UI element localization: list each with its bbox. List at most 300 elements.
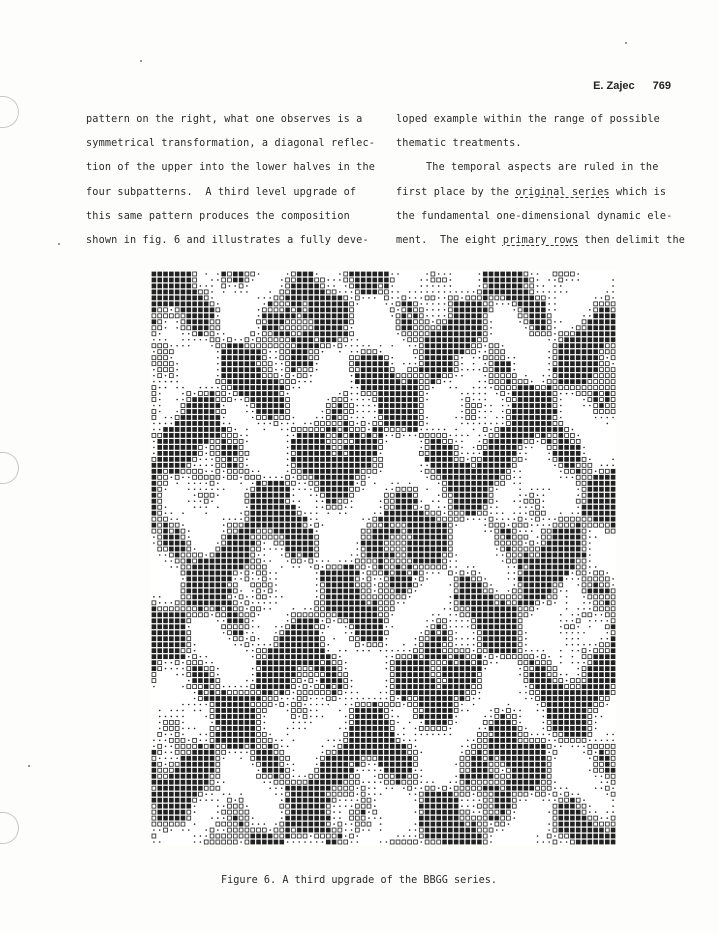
- pattern-ring: [309, 559, 313, 563]
- pattern-dot: [420, 734, 422, 736]
- pattern-ring: [419, 362, 423, 366]
- pattern-ring: [268, 738, 272, 742]
- pattern-block: [186, 439, 191, 444]
- pattern-dot: [217, 351, 219, 353]
- pattern-ring: [390, 667, 394, 671]
- pattern-block: [163, 272, 168, 277]
- pattern-ring: [408, 368, 412, 372]
- pattern-block: [245, 523, 250, 528]
- pattern-block: [500, 272, 505, 277]
- pattern-block: [500, 457, 505, 462]
- pattern-block: [245, 714, 250, 719]
- pattern-ring: [239, 607, 243, 611]
- pattern-ring: [181, 738, 185, 742]
- pattern-block: [506, 529, 511, 534]
- pattern-block: [564, 535, 569, 540]
- pattern-ring: [448, 553, 452, 557]
- pattern-block: [483, 463, 488, 468]
- pattern-ring: [478, 679, 482, 683]
- pattern-dot: [577, 506, 579, 508]
- pattern-ring: [309, 691, 313, 695]
- pattern-dot: [450, 560, 452, 562]
- pattern-block: [483, 457, 488, 462]
- pattern-block: [268, 672, 273, 677]
- pattern-block: [390, 403, 395, 408]
- pattern-ring: [373, 643, 377, 647]
- pattern-block: [460, 583, 465, 588]
- pattern-dot: [473, 387, 475, 389]
- pattern-dot: [403, 644, 405, 646]
- pattern-ring: [437, 380, 441, 384]
- pattern-block: [361, 278, 366, 283]
- pattern-ring: [222, 398, 226, 402]
- pattern-dot: [473, 698, 475, 700]
- pattern-dot: [322, 698, 324, 700]
- pattern-ring: [547, 726, 551, 730]
- pattern-ring: [222, 392, 226, 396]
- pattern-block: [163, 624, 168, 629]
- pattern-dot: [455, 429, 457, 431]
- pattern-block: [285, 541, 290, 546]
- pattern-ring: [600, 374, 604, 378]
- pattern-block: [192, 756, 197, 761]
- pattern-block: [413, 571, 418, 576]
- pattern-block: [477, 505, 482, 510]
- pattern-ring: [460, 613, 464, 617]
- pattern-ring: [297, 667, 301, 671]
- pattern-ring: [326, 565, 330, 569]
- pattern-block: [465, 511, 470, 516]
- pattern-ring: [181, 559, 185, 563]
- pattern-ring: [309, 356, 313, 360]
- pattern-block: [169, 636, 174, 641]
- pattern-block: [192, 433, 197, 438]
- pattern-block: [303, 445, 308, 450]
- pattern-block: [355, 738, 360, 743]
- text-segment: ment. The eight: [396, 234, 503, 246]
- pattern-block: [605, 672, 610, 677]
- pattern-block: [425, 642, 430, 647]
- pattern-ring: [582, 547, 586, 551]
- pattern-ring: [536, 691, 540, 695]
- pattern-block: [576, 547, 581, 552]
- pattern-block: [326, 571, 331, 576]
- pattern-block: [285, 660, 290, 665]
- pattern-ring: [483, 314, 487, 318]
- pattern-ring: [181, 607, 185, 611]
- pattern-dot: [345, 650, 347, 652]
- pattern-block: [524, 421, 529, 426]
- pattern-dot: [327, 740, 329, 742]
- pattern-ring: [297, 469, 301, 473]
- pattern-block: [576, 361, 581, 366]
- pattern-ring: [321, 595, 325, 599]
- pattern-dot: [577, 494, 579, 496]
- pattern-ring: [402, 380, 406, 384]
- pattern-dot: [612, 734, 614, 736]
- pattern-block: [355, 708, 360, 713]
- pattern-block: [297, 307, 302, 312]
- pattern-block: [332, 583, 337, 588]
- pattern-ring: [222, 284, 226, 288]
- pattern-dot: [583, 644, 585, 646]
- pattern-block: [605, 511, 610, 516]
- pattern-dot: [223, 291, 225, 293]
- pattern-block: [268, 744, 273, 749]
- pattern-ring: [210, 607, 214, 611]
- pattern-ring: [268, 703, 272, 707]
- pattern-dot: [496, 303, 498, 305]
- pattern-dot: [525, 632, 527, 634]
- pattern-block: [611, 505, 616, 510]
- pattern-block: [448, 367, 453, 372]
- pattern-ring: [588, 714, 592, 718]
- pattern-dot: [397, 698, 399, 700]
- pattern-block: [210, 409, 215, 414]
- pattern-dot: [374, 417, 376, 419]
- pattern-dot: [258, 297, 260, 299]
- pattern-block: [303, 272, 308, 277]
- pattern-block: [192, 307, 197, 312]
- pattern-ring: [443, 649, 447, 653]
- pattern-block: [186, 313, 191, 318]
- pattern-block: [297, 361, 302, 366]
- pattern-ring: [350, 720, 354, 724]
- pattern-ring: [379, 607, 383, 611]
- pattern-dot: [258, 327, 260, 329]
- pattern-block: [564, 439, 569, 444]
- pattern-ring: [251, 487, 255, 491]
- pattern-block: [309, 457, 314, 462]
- pattern-block: [436, 343, 441, 348]
- pattern-dot: [298, 566, 300, 568]
- pattern-block: [535, 319, 540, 324]
- pattern-dot: [548, 339, 550, 341]
- pattern-block: [198, 409, 203, 414]
- pattern-dot: [577, 578, 579, 580]
- pattern-block: [524, 594, 529, 599]
- pattern-dot: [217, 357, 219, 359]
- pattern-block: [204, 577, 209, 582]
- pattern-block: [524, 559, 529, 564]
- pattern-block: [431, 529, 436, 534]
- pattern-block: [518, 272, 523, 277]
- pattern-dot: [281, 423, 283, 425]
- pattern-ring: [181, 326, 185, 330]
- pattern-block: [233, 738, 238, 743]
- pattern-dot: [264, 429, 266, 431]
- pattern-ring: [414, 302, 418, 306]
- pattern-ring: [158, 308, 162, 312]
- pattern-ring: [495, 541, 499, 545]
- pattern-ring: [483, 445, 487, 449]
- pattern-block: [535, 678, 540, 683]
- pattern-block: [227, 367, 232, 372]
- pattern-block: [500, 463, 505, 468]
- pattern-ring: [611, 685, 615, 689]
- pattern-ring: [187, 607, 191, 611]
- pattern-ring: [187, 673, 191, 677]
- pattern-block: [564, 708, 569, 713]
- pattern-block: [390, 409, 395, 414]
- pattern-ring: [425, 631, 429, 635]
- pattern-block: [152, 511, 157, 516]
- pattern-ring: [524, 655, 528, 659]
- pattern-block: [372, 750, 377, 755]
- pattern-dot: [566, 393, 568, 395]
- pattern-block: [396, 678, 401, 683]
- pattern-dot: [601, 716, 603, 718]
- pattern-ring: [210, 302, 214, 306]
- pattern-ring: [466, 296, 470, 300]
- pattern-block: [372, 618, 377, 623]
- pattern-ring: [361, 547, 365, 551]
- pattern-ring: [414, 583, 418, 587]
- pattern-ring: [507, 553, 511, 557]
- pattern-block: [582, 732, 587, 737]
- pattern-block: [599, 660, 604, 665]
- pattern-ring: [204, 744, 208, 748]
- pattern-block: [500, 630, 505, 635]
- pattern-dot: [229, 423, 231, 425]
- pattern-ring: [286, 374, 290, 378]
- pattern-dot: [473, 357, 475, 359]
- pattern-block: [262, 511, 267, 516]
- pattern-ring: [152, 356, 156, 360]
- pattern-block: [564, 463, 569, 468]
- pattern-block: [186, 409, 191, 414]
- pattern-dot: [194, 393, 196, 395]
- pattern-block: [396, 684, 401, 689]
- pattern-ring: [199, 553, 203, 557]
- pattern-block: [431, 559, 436, 564]
- pattern-block: [407, 403, 412, 408]
- pattern-ring: [385, 607, 389, 611]
- pattern-dot: [264, 644, 266, 646]
- pattern-dot: [345, 668, 347, 670]
- pattern-block: [425, 666, 430, 671]
- pattern-block: [314, 439, 319, 444]
- pattern-ring: [175, 314, 179, 318]
- pattern-block: [186, 433, 191, 438]
- pattern-block: [541, 577, 546, 582]
- pattern-block: [390, 756, 395, 761]
- pattern-block: [454, 349, 459, 354]
- pattern-ring: [530, 499, 534, 503]
- pattern-dot: [432, 734, 434, 736]
- pattern-dot: [287, 441, 289, 443]
- pattern-block: [558, 361, 563, 366]
- pattern-ring: [187, 637, 191, 641]
- pattern-block: [198, 307, 203, 312]
- pattern-dot: [182, 578, 184, 580]
- pattern-block: [314, 445, 319, 450]
- pattern-block: [564, 373, 569, 378]
- pattern-ring: [466, 655, 470, 659]
- pattern-block: [332, 409, 337, 414]
- pattern-dot: [577, 674, 579, 676]
- pattern-block: [529, 577, 534, 582]
- pattern-block: [175, 445, 180, 450]
- pattern-block: [495, 732, 500, 737]
- pattern-ring: [164, 720, 168, 724]
- pattern-block: [495, 272, 500, 277]
- pattern-dot: [234, 644, 236, 646]
- pattern-block: [250, 499, 255, 504]
- pattern-block: [297, 296, 302, 301]
- pattern-block: [239, 696, 244, 701]
- pattern-dot: [351, 698, 353, 700]
- pattern-dot: [589, 602, 591, 604]
- pattern-block: [396, 409, 401, 414]
- pattern-ring: [222, 625, 226, 629]
- pattern-dot: [252, 590, 254, 592]
- pattern-block: [216, 594, 221, 599]
- pattern-block: [419, 678, 424, 683]
- pattern-ring: [396, 374, 400, 378]
- pattern-block: [297, 654, 302, 659]
- pattern-dot: [194, 650, 196, 652]
- pattern-block: [303, 618, 308, 623]
- pattern-dot: [188, 704, 190, 706]
- pattern-dot: [589, 608, 591, 610]
- pattern-block: [291, 445, 296, 450]
- pattern-dot: [415, 291, 417, 293]
- pattern-block: [279, 523, 284, 528]
- pattern-block: [576, 451, 581, 456]
- pattern-ring: [600, 350, 604, 354]
- pattern-dot: [455, 722, 457, 724]
- pattern-block: [216, 738, 221, 743]
- pattern-dot: [566, 680, 568, 682]
- pattern-block: [384, 738, 389, 743]
- pattern-dot: [293, 488, 295, 490]
- pattern-ring: [379, 643, 383, 647]
- pattern-dot: [229, 638, 231, 640]
- pattern-dot: [269, 608, 271, 610]
- pattern-block: [448, 690, 453, 695]
- pattern-dot: [200, 459, 202, 461]
- pattern-ring: [245, 517, 249, 521]
- pattern-dot: [269, 291, 271, 293]
- pattern-block: [303, 457, 308, 462]
- pattern-dot: [194, 506, 196, 508]
- pattern-ring: [478, 732, 482, 736]
- pattern-dot: [176, 710, 178, 712]
- pattern-dot: [258, 638, 260, 640]
- pattern-dot: [316, 417, 318, 419]
- pattern-dot: [455, 375, 457, 377]
- pattern-dot: [217, 668, 219, 670]
- pattern-ring: [443, 493, 447, 497]
- pattern-block: [529, 571, 534, 576]
- pattern-block: [384, 529, 389, 534]
- pattern-ring: [605, 529, 609, 533]
- pattern-ring: [216, 475, 220, 479]
- pattern-block: [186, 290, 191, 295]
- pattern-ring: [297, 613, 301, 617]
- pattern-ring: [367, 583, 371, 587]
- pattern-ring: [390, 499, 394, 503]
- pattern-block: [372, 541, 377, 546]
- pattern-ring: [175, 523, 179, 527]
- pattern-block: [535, 421, 540, 426]
- pattern-block: [547, 439, 552, 444]
- pattern-ring: [274, 535, 278, 539]
- pattern-dot: [461, 710, 463, 712]
- pattern-block: [239, 726, 244, 731]
- pattern-block: [396, 505, 401, 510]
- pattern-block: [384, 397, 389, 402]
- pattern-dot: [205, 512, 207, 514]
- pattern-ring: [541, 661, 545, 665]
- pattern-ring: [338, 445, 342, 449]
- pattern-block: [419, 666, 424, 671]
- pattern-block: [483, 594, 488, 599]
- pattern-block: [314, 343, 319, 348]
- pattern-block: [576, 708, 581, 713]
- pattern-dot: [473, 566, 475, 568]
- pattern-block: [570, 553, 575, 558]
- pattern-ring: [425, 332, 429, 336]
- pattern-ring: [390, 720, 394, 724]
- pattern-ring: [309, 613, 313, 617]
- pattern-block: [175, 636, 180, 641]
- pattern-ring: [582, 457, 586, 461]
- pattern-dot: [205, 734, 207, 736]
- pattern-block: [547, 684, 552, 689]
- pattern-block: [291, 439, 296, 444]
- pattern-ring: [332, 697, 336, 701]
- pattern-dot: [577, 638, 579, 640]
- pattern-dot: [223, 333, 225, 335]
- pattern-block: [436, 361, 441, 366]
- pattern-ring: [524, 272, 528, 276]
- pattern-ring: [571, 685, 575, 689]
- pattern-dot: [450, 285, 452, 287]
- pattern-ring: [408, 571, 412, 575]
- pattern-ring: [175, 744, 179, 748]
- pattern-dot: [519, 482, 521, 484]
- pattern-dot: [281, 476, 283, 478]
- pattern-block: [309, 439, 314, 444]
- pattern-dot: [287, 459, 289, 461]
- pattern-dot: [211, 662, 213, 664]
- pattern-block: [407, 421, 412, 426]
- pattern-block: [285, 678, 290, 683]
- pattern-ring: [181, 601, 185, 605]
- pattern-block: [448, 702, 453, 707]
- pattern-block: [593, 397, 598, 402]
- pattern-dot: [327, 560, 329, 562]
- pattern-block: [175, 469, 180, 474]
- pattern-ring: [512, 714, 516, 718]
- pattern-block: [471, 319, 476, 324]
- pattern-block: [303, 541, 308, 546]
- pattern-block: [384, 379, 389, 384]
- pattern-ring: [396, 547, 400, 551]
- pattern-dot: [496, 423, 498, 425]
- pattern-dot: [252, 339, 254, 341]
- pattern-dot: [572, 476, 574, 478]
- pattern-ring: [181, 469, 185, 473]
- pattern-ring: [547, 601, 551, 605]
- pattern-block: [506, 750, 511, 755]
- pattern-dot: [479, 381, 481, 383]
- pattern-ring: [245, 619, 249, 623]
- pattern-dot: [339, 291, 341, 293]
- pattern-block: [233, 702, 238, 707]
